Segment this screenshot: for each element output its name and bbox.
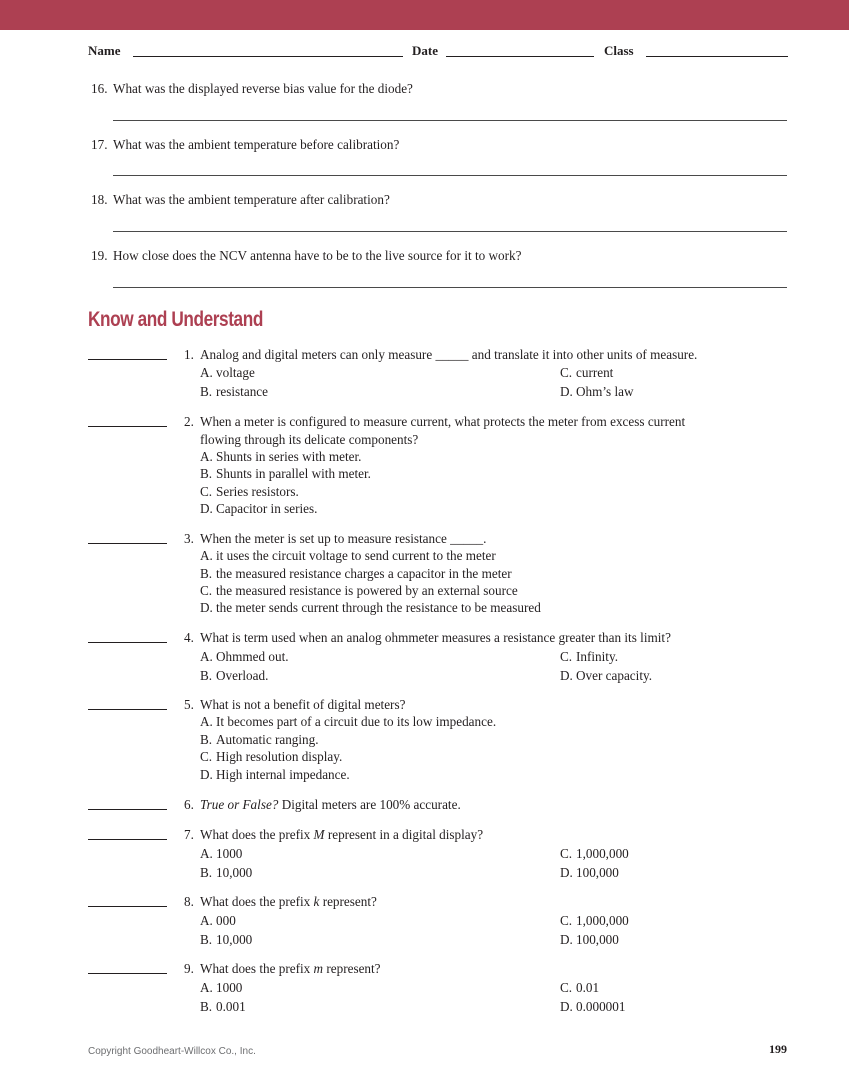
copyright-notice: Copyright Goodheart-Willcox Co., Inc. xyxy=(88,1046,256,1057)
question-number: 5. xyxy=(184,697,194,712)
option-text: Series resistors. xyxy=(216,484,299,499)
option-b[interactable] xyxy=(200,465,371,483)
stem-italic-text: k xyxy=(313,894,320,909)
option-text: Infinity. xyxy=(576,649,618,664)
option-text: 1,000,000 xyxy=(576,913,629,928)
option-text: 10,000 xyxy=(216,865,253,880)
answer-blank[interactable] xyxy=(88,973,167,974)
answer-line-18[interactable] xyxy=(113,231,787,232)
option-letter: B. xyxy=(200,732,213,747)
section-title: Know and Understand xyxy=(88,308,263,331)
option-b[interactable] xyxy=(200,931,252,949)
answer-line-19[interactable] xyxy=(113,287,787,288)
question-stem xyxy=(184,530,774,548)
option-letter: B. xyxy=(200,384,213,399)
option-text: 000 xyxy=(216,913,236,928)
stem-italic-text: True or False? xyxy=(200,797,279,812)
option-text: 1000 xyxy=(216,846,243,861)
question-number: 1. xyxy=(184,347,194,362)
question-stem xyxy=(184,826,774,844)
option-text: 0.001 xyxy=(216,999,246,1014)
option-letter: B. xyxy=(200,466,213,481)
option-letter: C. xyxy=(560,846,573,861)
question-stem xyxy=(184,696,774,714)
answer-blank[interactable] xyxy=(88,543,167,544)
option-text: 0.000001 xyxy=(576,999,626,1014)
option-a[interactable] xyxy=(200,364,255,382)
option-a[interactable] xyxy=(200,648,289,666)
option-d[interactable] xyxy=(560,931,619,949)
stem-text: represent? xyxy=(323,961,381,976)
option-text: Shunts in series with meter. xyxy=(216,449,362,464)
option-letter: B. xyxy=(200,865,213,880)
option-text: Overload. xyxy=(216,668,269,683)
option-letter: C. xyxy=(560,365,573,380)
option-a[interactable] xyxy=(200,979,242,997)
stem-text: Digital meters are 100% accurate. xyxy=(278,797,461,812)
class-field[interactable] xyxy=(646,56,788,57)
option-text: the measured resistance is powered by an external source xyxy=(216,583,518,598)
open-question-19 xyxy=(91,248,521,264)
option-c[interactable] xyxy=(200,748,342,766)
stem-text: When the meter is set up to measure resistance _____. xyxy=(200,531,487,546)
option-text: Automatic ranging. xyxy=(216,732,319,747)
option-text: 100,000 xyxy=(576,865,619,880)
question-stem xyxy=(184,346,774,364)
stem-text: What is not a benefit of digital meters? xyxy=(200,697,406,712)
question-number: 19. xyxy=(91,248,108,263)
option-b[interactable] xyxy=(200,731,319,749)
stem-italic-text: m xyxy=(313,961,324,976)
option-letter: C. xyxy=(560,649,573,664)
stem-text: flowing through its delicate components? xyxy=(200,431,419,447)
option-letter: A. xyxy=(200,548,213,563)
question-text: How close does the NCV antenna have to be to the live source for it to work? xyxy=(113,248,522,263)
open-question-16 xyxy=(91,81,413,97)
option-b[interactable] xyxy=(200,998,246,1016)
option-text: Shunts in parallel with meter. xyxy=(216,466,371,481)
option-text: it uses the circuit voltage to send current to the meter xyxy=(216,548,496,563)
option-letter: D. xyxy=(560,865,573,880)
option-text: 1,000,000 xyxy=(576,846,629,861)
question-number: 2. xyxy=(184,414,194,429)
answer-blank[interactable] xyxy=(88,709,167,710)
option-d[interactable] xyxy=(560,667,652,685)
option-letter: D. xyxy=(560,384,573,399)
option-c[interactable] xyxy=(560,912,629,930)
option-text: Over capacity. xyxy=(576,668,653,683)
option-text: the measured resistance charges a capacitor in the meter xyxy=(216,566,512,581)
question-text: What was the ambient temperature before calibration? xyxy=(113,137,400,152)
option-letter: A. xyxy=(200,365,213,380)
page-number: 199 xyxy=(769,1042,787,1056)
date-label: Date xyxy=(412,43,438,58)
question-number: 4. xyxy=(184,630,194,645)
name-label: Name xyxy=(88,43,121,58)
option-a[interactable] xyxy=(200,713,496,731)
stem-text: represent in a digital display? xyxy=(324,827,484,842)
stem-blank: _____ xyxy=(435,347,469,362)
option-letter: B. xyxy=(200,999,213,1014)
class-label: Class xyxy=(604,43,634,58)
question-number: 6. xyxy=(184,797,194,812)
question-stem xyxy=(184,796,774,814)
option-text: 10,000 xyxy=(216,932,253,947)
option-c[interactable] xyxy=(560,845,629,863)
answer-blank[interactable] xyxy=(88,839,167,840)
option-letter: B. xyxy=(200,668,213,683)
option-letter: C. xyxy=(200,583,213,598)
option-text: 1000 xyxy=(216,980,243,995)
answer-blank[interactable] xyxy=(88,809,167,810)
option-letter: C. xyxy=(560,913,573,928)
option-letter: D. xyxy=(560,999,573,1014)
option-text: 0.01 xyxy=(576,980,600,995)
stem-text: What does the prefix xyxy=(200,827,314,842)
option-letter: C. xyxy=(200,749,213,764)
stem-text: What does the prefix xyxy=(200,894,314,909)
answer-line-17[interactable] xyxy=(113,175,787,176)
question-stem xyxy=(184,413,774,448)
option-letter: C. xyxy=(560,980,573,995)
question-number: 18. xyxy=(91,192,108,207)
option-text: current xyxy=(576,365,614,380)
question-number: 16. xyxy=(91,81,108,96)
option-letter: C. xyxy=(200,484,213,499)
option-letter: A. xyxy=(200,714,213,729)
option-c[interactable] xyxy=(560,979,599,997)
option-letter: B. xyxy=(200,932,213,947)
option-letter: D. xyxy=(560,668,573,683)
option-c[interactable] xyxy=(560,364,613,382)
question-number: 3. xyxy=(184,531,194,546)
date-field[interactable] xyxy=(446,56,594,57)
stem-text: What does the prefix xyxy=(200,961,314,976)
option-text: Capacitor in series. xyxy=(216,501,318,516)
option-b[interactable] xyxy=(200,383,268,401)
option-d[interactable] xyxy=(200,500,317,518)
option-text: Ohm’s law xyxy=(576,384,634,399)
option-letter: D. xyxy=(200,501,213,516)
option-letter: A. xyxy=(200,846,213,861)
option-letter: D. xyxy=(560,932,573,947)
option-a[interactable] xyxy=(200,912,236,930)
question-stem xyxy=(184,960,774,978)
question-stem xyxy=(184,629,804,647)
option-text: Ohmmed out. xyxy=(216,649,289,664)
stem-text: represent? xyxy=(319,894,377,909)
question-number: 9. xyxy=(184,961,194,976)
header-bar xyxy=(0,0,849,30)
option-text: the meter sends current through the resistance to be measured xyxy=(216,600,541,615)
question-text: What was the displayed reverse bias value for the diode? xyxy=(113,81,413,96)
option-a[interactable] xyxy=(200,845,242,863)
answer-blank[interactable] xyxy=(88,906,167,907)
answer-blank[interactable] xyxy=(88,359,167,360)
option-c[interactable] xyxy=(200,582,518,600)
name-field[interactable] xyxy=(133,56,403,57)
option-text: It becomes part of a circuit due to its low impedance. xyxy=(216,714,497,729)
answer-line-16[interactable] xyxy=(113,120,787,121)
option-letter: D. xyxy=(200,600,213,615)
option-d[interactable] xyxy=(200,599,541,617)
question-number: 17. xyxy=(91,137,108,152)
option-b[interactable] xyxy=(200,864,252,882)
option-c[interactable] xyxy=(200,483,299,501)
option-b[interactable] xyxy=(200,565,512,583)
option-d[interactable] xyxy=(560,998,625,1016)
question-stem xyxy=(184,893,774,911)
answer-blank[interactable] xyxy=(88,642,167,643)
answer-blank[interactable] xyxy=(88,426,167,427)
option-letter: A. xyxy=(200,649,213,664)
question-text: What was the ambient temperature after calibration? xyxy=(113,192,390,207)
open-question-17 xyxy=(91,137,399,153)
option-d[interactable] xyxy=(560,383,634,401)
stem-italic-text: M xyxy=(313,827,325,842)
option-b[interactable] xyxy=(200,667,268,685)
option-d[interactable] xyxy=(200,766,350,784)
option-a[interactable] xyxy=(200,547,496,565)
option-text: 100,000 xyxy=(576,932,619,947)
stem-text: Analog and digital meters can only measure xyxy=(200,347,436,362)
option-text: High resolution display. xyxy=(216,749,343,764)
option-text: voltage xyxy=(216,365,255,380)
option-text: resistance xyxy=(216,384,268,399)
question-number: 8. xyxy=(184,894,194,909)
option-letter: A. xyxy=(200,913,213,928)
option-letter: A. xyxy=(200,980,213,995)
stem-text: When a meter is configured to measure current, what protects the meter from excess current xyxy=(200,414,686,429)
option-letter: D. xyxy=(200,767,213,782)
option-c[interactable] xyxy=(560,648,618,666)
question-number: 7. xyxy=(184,827,194,842)
option-letter: B. xyxy=(200,566,213,581)
stem-text: and translate it into other units of measure. xyxy=(468,347,698,362)
option-a[interactable] xyxy=(200,448,361,466)
option-text: High internal impedance. xyxy=(216,767,350,782)
stem-text: What is term used when an analog ohmmeter measures a resistance greater than its limit? xyxy=(200,630,671,645)
option-d[interactable] xyxy=(560,864,619,882)
option-letter: A. xyxy=(200,449,213,464)
open-question-18 xyxy=(91,192,390,208)
name-date-class-row xyxy=(88,43,788,61)
